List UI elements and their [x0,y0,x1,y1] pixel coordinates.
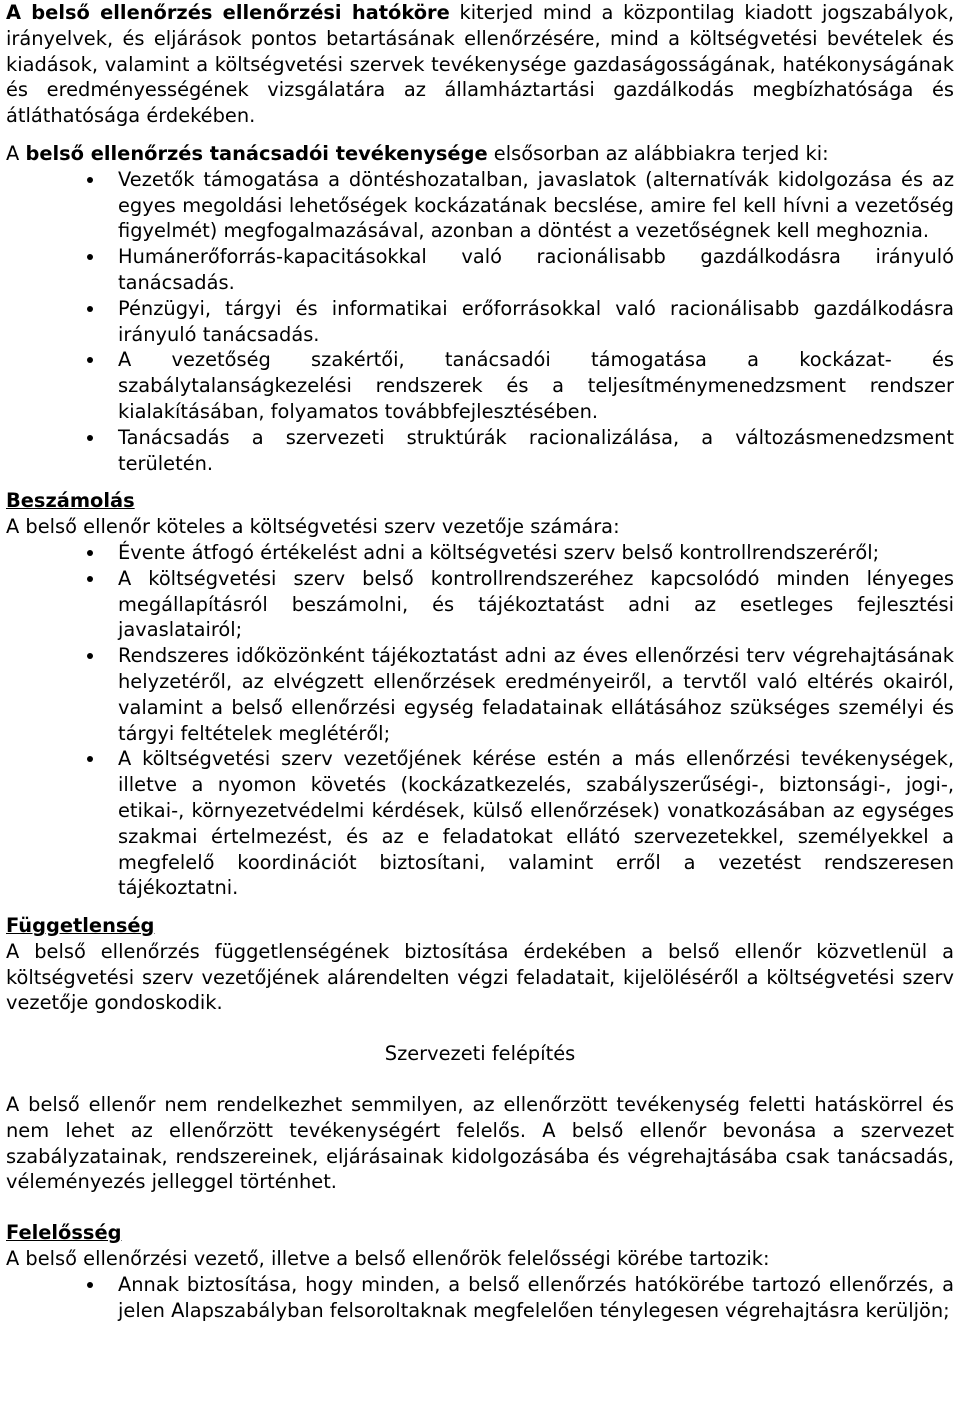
advisory-text: elsősorban az alábbiakra terjed ki: [487,141,829,165]
independence-text: A belső ellenőrzés függetlenségének biztosítása érdekében a belső ellenőr közvetlenül a költségvetési szerv vezetőjének alárendelten végzi feladatait, kijelöléséről a költségvetési szerv vezetője gondoskodik. [6,939,954,1015]
scope-paragraph [6,0,954,129]
advisory-list [6,167,954,477]
list-item: Évente átfogó értékelést adni a költségvetési szerv belső kontrollrendszeréről; [6,540,954,566]
reporting-list [6,540,954,901]
responsibility-heading: Felelősség [6,1221,122,1245]
advisory-lead-plain: A [6,141,26,165]
scope-lead: A belső ellenőrzés ellenőrzési hatóköre [6,1,450,24]
independence-heading: Függetlenség [6,914,155,938]
list-item: A vezetőség szakértői, tanácsadói támogatása a kockázat- és szabálytalanságkezelési rendszerek és a teljesítménymenedzsment rendszer kialakításában, folyamatos továbbfejlesztésében. [6,347,954,424]
advisory-lead-bold: belső ellenőrzés tanácsadói tevékenysége [25,141,488,165]
list-item: Humánerőforrás-kapacitásokkal való racionálisabb gazdálkodásra irányuló tanácsadás. [6,244,954,296]
reporting-heading: Beszámolás [6,489,135,513]
list-item: Rendszeres időközönként tájékoztatást adni az éves ellenőrzési terv végrehajtásának helyzetéről, az elvégzett ellenőrzések eredményeiről, a tervtől való eltérés okairól, valamint a belső ellenőrzési egység feladatainak ellátásához szükséges személyi és tárgyi feltételek meglétéről; [6,643,954,746]
responsibility-intro: A belső ellenőrzési vezető, illetve a belső ellenőrök felelősségi körébe tartozik: [6,1247,770,1271]
responsibility-list [6,1272,954,1324]
list-item: Tanácsadás a szervezeti struktúrák racionalizálása, a változásmenedzsment területén. [6,425,954,477]
structure-title: Szervezeti felépítés [384,1042,576,1066]
reporting-intro: A belső ellenőr köteles a költségvetési szerv vezetője számára: [6,515,620,539]
list-item: A költségvetési szerv belső kontrollrendszeréhez kapcsolódó minden lényeges megállapításról beszámolni, és tájékoztatást adni az esetleges fejlesztési javaslatairól; [6,566,954,643]
advisory-intro [6,141,954,167]
scope-text: kiterjed mind a központilag kiadott jogszabályok, irányelvek, és eljárások pontos betartásának ellenőrzésére, mind a költségvetési bevételek és kiadások, valamint a költségvetési szervek tevékenysége gazdaságosságának, hatékonyságának és eredményességének vizsgálatára az államháztartási gazdálkodás megbízhatósága és átláthatósága érdekében. [6,1,954,128]
list-item: Pénzügyi, tárgyi és informatikai erőforrásokkal való racionálisabb gazdálkodásra irányuló tanácsadás. [6,296,954,348]
structure-text: A belső ellenőr nem rendelkezhet semmilyen, az ellenőrzött tevékenység feletti hatáskörrel és nem lehet az ellenőrzött tevékenységért felelős. A belső ellenőr bevonása a szervezet szabályzatainak, rendszereinek, eljárásainak kidolgozásába és végrehajtásába csak tanácsadás, véleményezés jelleggel történhet. [6,1093,954,1194]
list-item: A költségvetési szerv vezetőjének kérése estén a más ellenőrzési tevékenységek, illetve a nyomon követés (kockázatkezelés, szabályszerűségi-, biztonsági-, jogi-, etikai-, környezetvédelmi kérdések, külső ellenőrzések) vonatkozásában az egységes szakmai értelmezést, és az e feladatokat ellátó szervezetekkel, személyekkel a megfelelő koordinációt biztosítani, valamint erről a vezetést rendszeresen tájékoztatni. [6,746,954,901]
list-item: Vezetők támogatása a döntéshozatalban, javaslatok (alternatívák kidolgozása és az egyes megoldási lehetőségek kockázatának becslése, amire fel kell hívni a vezetőség figyelmét) megfogalmazásával, azonban a döntést a vezetőségnek kell meghoznia. [6,167,954,244]
list-item: Annak biztosítása, hogy minden, a belső ellenőrzés hatókörébe tartozó ellenőrzés, a jelen Alapszabályban felsoroltaknak megfelelően ténylegesen végrehajtásra kerüljön; [6,1272,954,1324]
